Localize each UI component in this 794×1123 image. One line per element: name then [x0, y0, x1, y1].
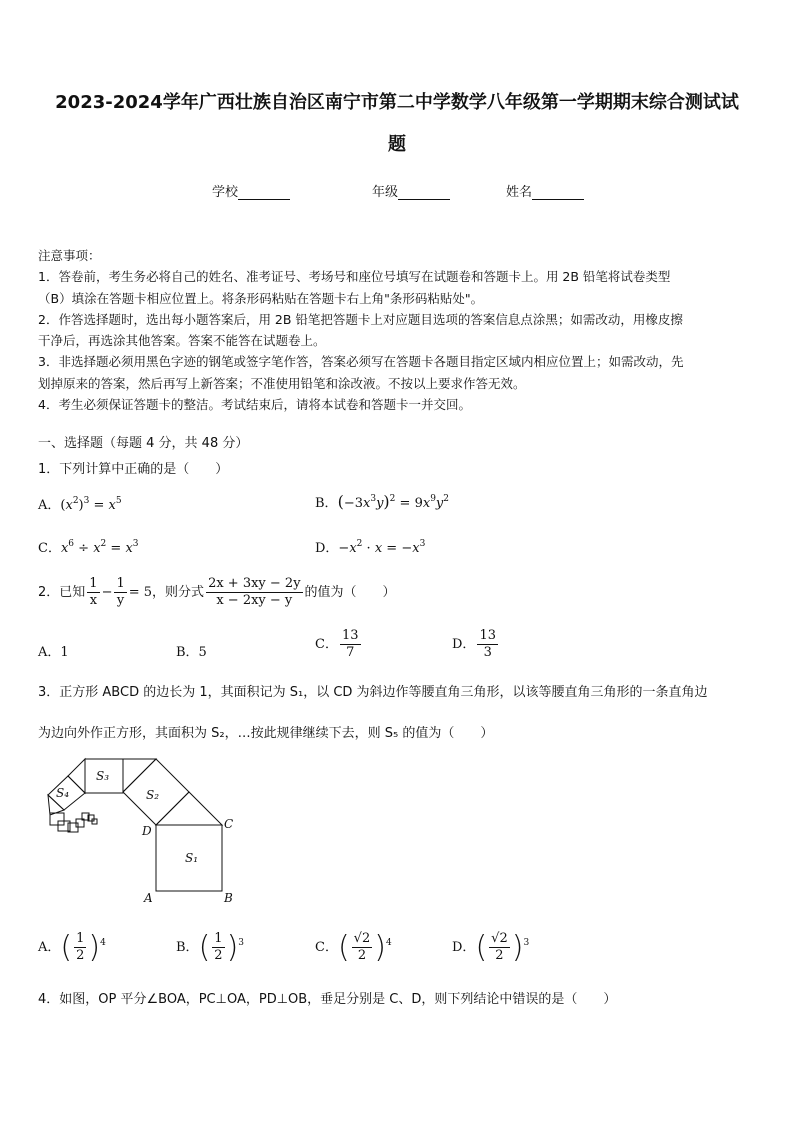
q2-option-d: D． $\frac{13}{3}$ [452, 628, 496, 660]
notes-line: 3．非选择题必须用黑色字迹的钢笔或签字笔作答，答案必须写在答题卡各题目指定区域内相应位置上；如需改动，先 [38, 354, 684, 370]
notes [38, 245, 760, 415]
notes-heading: 注意事项： [38, 248, 101, 263]
q1-stem: 1．下列计算中正确的是（ ） [38, 462, 229, 477]
grade-label: 年级 [372, 185, 399, 200]
squares-figure [40, 755, 240, 905]
q3-line2: 为边向外作正方形，其面积为 S₂，…按此规律继续下去，则 S₅ 的值为（ ） [38, 726, 494, 741]
label-s4: S₄ [56, 786, 70, 800]
q2-prefix: 2．已知 [38, 585, 86, 600]
triangle-1 [156, 792, 222, 825]
name-field [506, 181, 584, 200]
q2-option-a: A．1 [38, 645, 69, 660]
exam-title: 2023-2024学年广西壮族自治区南宁市第二中学数学八年级第一学期期末综合测试试 [55, 92, 739, 113]
q1-option-a: A．$(x^2)^3 = x^5$ [38, 496, 122, 513]
q3-option-a: A．( $\frac{1}{2}$ )$^4$ [38, 930, 106, 965]
q3-option-d: D．( $\frac{√2}{2}$ )$^3$ [452, 930, 530, 965]
q2-option-c-label: C． [315, 637, 338, 652]
section-heading: 一、选择题（每题 4 分，共 48 分） [38, 436, 249, 451]
notes-line: （B）填涂在答题卡相应位置上。将条形码粘贴在答题卡右上角"条形码粘贴处"。 [38, 290, 484, 306]
q2-option-b: B．5 [176, 645, 207, 660]
q1-option-d: D．$-x^2 \cdot x = -x^3$ [315, 539, 426, 556]
q2-option-d-label: D． [452, 637, 476, 652]
label-s1: S₁ [185, 851, 199, 865]
label-d: D [142, 824, 152, 838]
label-a: A [144, 891, 153, 905]
notes-line: 划掉原来的答案，然后再写上新答案；不准使用铅笔和涂改液。不按以上要求作答无效。 [38, 375, 526, 391]
q3-option-b: B．( $\frac{1}{2}$ )$^3$ [176, 930, 245, 965]
q2-suffix: 的值为（ ） [304, 585, 396, 600]
school-label: 学校 [212, 185, 239, 200]
school-field [212, 181, 290, 200]
school-blank [238, 186, 290, 200]
triangle-3 [68, 759, 85, 793]
q2-mid: ，则分式 [152, 585, 205, 600]
q1-option-c: C．$x^6 \div x^2 = x^3$ [38, 539, 139, 556]
grade-blank [398, 186, 450, 200]
label-b: B [224, 891, 233, 905]
q3-line1: 3．正方形 ABCD 的边长为 1，其面积记为 S₁，以 CD 为斜边作等腰直角三角形，以该等腰直角三角形的一条直角边 [38, 685, 708, 700]
q2-stem: 2．已知 $\frac{1}{x}$ − $\frac{1}{y}$ = 5，则分式 $\frac{2x + 3xy - 2y}{x - 2xy - y}$ 的值为（ ） [38, 576, 396, 608]
label-s2: S₂ [146, 788, 160, 802]
notes-line: 1．答卷前，考生务必将自己的姓名、准考证号、考场号和座位号填写在试题卷和答题卡上。用 2B 铅笔将试卷类型 [38, 269, 671, 285]
name-blank [532, 186, 584, 200]
q1-option-b: B．$(-3x^3y)^2 = 9x^9y^2$ [315, 492, 450, 511]
grade-field [372, 181, 450, 200]
notes-line: 干净后，再选涂其他答案。答案不能答在试题卷上。 [38, 333, 326, 349]
exam-title-continued: 题 [388, 134, 406, 155]
label-c: C [224, 817, 234, 831]
q3-option-c: C．( $\frac{√2}{2}$ )$^4$ [315, 930, 392, 965]
q2-option-c: C． $\frac{13}{7}$ [315, 628, 359, 660]
notes-line: 4．考生必须保证答题卡的整洁。考试结束后，请将本试卷和答题卡一并交回。 [38, 397, 471, 413]
label-s3: S₃ [96, 769, 110, 783]
q4-stem: 4．如图，OP 平分∠BOA，PC⊥OA，PD⊥OB，垂足分别是 C、D，则下列结论中错误的是（ ） [38, 992, 617, 1007]
name-label: 姓名 [506, 185, 533, 200]
notes-line: 2．作答选择题时，选出每小题答案后，用 2B 铅笔把答题卡上对应题目选项的答案信息点涂黑；如需改动，用橡皮擦 [38, 311, 683, 327]
square-s5 [50, 813, 64, 825]
